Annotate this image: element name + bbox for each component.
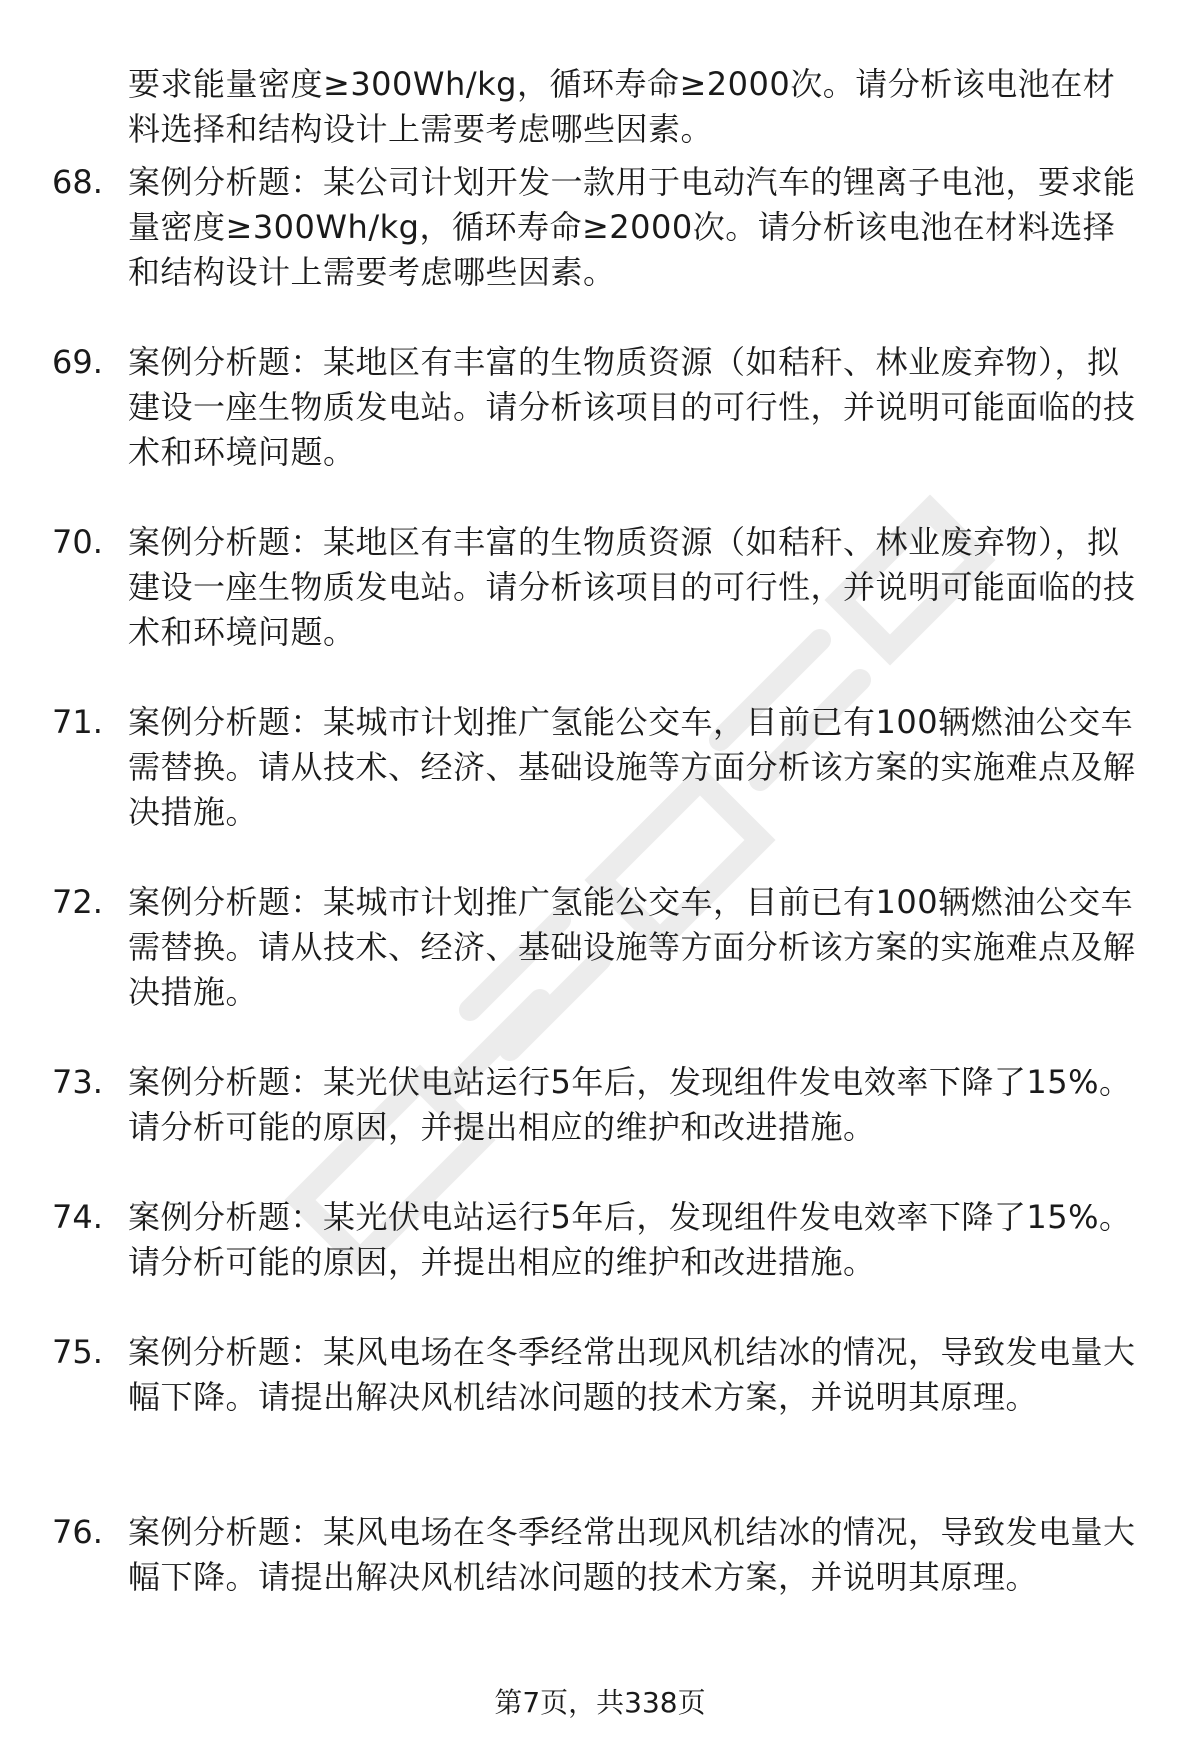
question-item [0, 1330, 1200, 1510]
question-text: 案例分析题：某光伏电站运行5年后，发现组件发电效率下降了15%。请分析可能的原因，并提出相应的维护和改进措施。 [128, 1198, 1132, 1281]
question-item [0, 700, 1200, 880]
question-text: 案例分析题：某公司计划开发一款用于电动汽车的锂离子电池，要求能量密度≥300Wh/kg，循环寿命≥2000次。请分析该电池在材料选择和结构设计上需要考虑哪些因素。 [128, 163, 1136, 291]
question-number: 74. [52, 1198, 103, 1236]
question-number: 72. [52, 883, 103, 921]
question-item [0, 1510, 1200, 1690]
question-text: 案例分析题：某风电场在冬季经常出现风机结冰的情况，导致发电量大幅下降。请提出解决风机结冰问题的技术方案，并说明其原理。 [128, 1513, 1136, 1596]
page-footer: 第7页，共338页 [494, 1686, 706, 1719]
question-number: 69. [52, 343, 103, 381]
question-text: 案例分析题：某城市计划推广氢能公交车，目前已有100辆燃油公交车需替换。请从技术、经济、基础设施等方面分析该方案的实施难点及解决措施。 [128, 703, 1136, 831]
question-item [0, 160, 1200, 340]
question-number: 76. [52, 1513, 103, 1551]
question-number: 68. [52, 163, 103, 201]
question-list [0, 160, 1200, 1690]
continuation-text: 要求能量密度≥300Wh/kg，循环寿命≥2000次。请分析该电池在材料选择和结构设计上需要考虑哪些因素。 [128, 65, 1116, 148]
question-number: 73. [52, 1063, 103, 1101]
question-item [0, 520, 1200, 700]
question-number: 71. [52, 703, 103, 741]
question-item [0, 880, 1200, 1060]
question-item [0, 1060, 1200, 1195]
question-text: 案例分析题：某地区有丰富的生物质资源（如秸秆、林业废弃物），拟建设一座生物质发电站。请分析该项目的可行性，并说明可能面临的技术和环境问题。 [128, 523, 1136, 651]
question-number: 70. [52, 523, 103, 561]
question-text: 案例分析题：某城市计划推广氢能公交车，目前已有100辆燃油公交车需替换。请从技术、经济、基础设施等方面分析该方案的实施难点及解决措施。 [128, 883, 1136, 1011]
question-text: 案例分析题：某风电场在冬季经常出现风机结冰的情况，导致发电量大幅下降。请提出解决风机结冰问题的技术方案，并说明其原理。 [128, 1333, 1136, 1416]
question-item [0, 340, 1200, 520]
question-text: 案例分析题：某地区有丰富的生物质资源（如秸秆、林业废弃物），拟建设一座生物质发电站。请分析该项目的可行性，并说明可能面临的技术和环境问题。 [128, 343, 1136, 471]
question-text: 案例分析题：某光伏电站运行5年后，发现组件发电效率下降了15%。请分析可能的原因，并提出相应的维护和改进措施。 [128, 1063, 1132, 1146]
question-item [0, 1195, 1200, 1330]
question-number: 75. [52, 1333, 103, 1371]
